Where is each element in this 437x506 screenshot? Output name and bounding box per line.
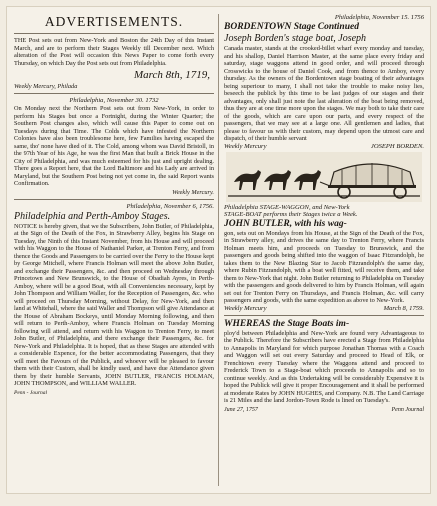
advertisements-heading: ADVERTISEMENTS. [44,14,184,29]
bordentown-subtitle: Joseph Borden's stage boat, Joseph [224,33,367,44]
stage-waggon-title: JOHN BUTLER, with his wag- [224,218,347,229]
left-column [14,12,214,488]
post-notice-text: THE Post sets out from New-York and Boston the 24th Day of this Instant March, and are to perform their Stages Weekly till December next. Which alteration of the Post will occasion this News Paper to come forth every Thursday, on which Day the Post sets out from Philadelphia. [14,37,214,67]
perth-amboy-dateline: Philadelphia, November 6, 1756. [126,202,214,210]
bordentown-signature-row [224,143,424,150]
right-column [224,12,424,488]
post-notice-credit: Weekly Mercury, Philada [14,83,78,90]
divider [14,33,214,34]
annapolis-stage-notice [224,319,424,413]
perth-amboy-text: NOTICE is hereby given, that we the Subscribers, John Butler, of Philadelphia, at the Sign of the Death of the Fox, in Strawberry Alley, begins his Stage on Tuesday, the Ninth of this Instant November, from his House and will proceed with his Waggon to the House of Nathaniel Parker, at Trenton Ferry, and from thence the Goods and Passengers to be carried over the Ferry to the House kept by George Mitchell, where Francis Holman will meet the above John Butler, and exchange their Passengers, &c. and then proceed on Wednesday through Princetown and New Brunswick, to the House of Obadiah Ayres, in Perth-Amboy, where will be a good Boat, with all Conveniencies necessary, kept by John Thompson and William Waller, for the Reception of Passengers, &c. who will proceed on Thursday Morning, without Delay, for New-York, and then land at Whitehall, where the said Waller and Thompson will give Attendance at the House of Abraham Bockeys, until Monday Morning following, and then will return to Perth-Amboy, where Francis Holman on Tuesday Morning following will attend, and return with his Waggon to Trenton Ferry, to meet John Butler, of Philadelphia, and there exchange their Passengers, &c. for New-York and Philadelphia. It is hoped, that as these Stages are attended with a considerable Expence, for the better accommodating Passengers, that they will meet the Favours of the Publick, and whoever will be pleased to favour them with their Custom, shall be kindly used, and have due Attendance given them by their humble Servants, JOHN BUTLER, FRANCIS HOLMAN, JOHN THOMPSON, and WILLIAM WALLER. [14,222,214,387]
stage-waggon-date: March 8, 1759. [383,304,424,312]
bordentown-signature: JOSEPH BORDEN. [370,142,424,150]
divider [14,93,214,94]
annapolis-title: WHEREAS the Stage Boats im- [224,318,350,329]
post-notice-1719 [14,37,214,90]
stage-waggon-head-left: Philadelphia STAGE-WAGGON, and New-York [224,203,350,211]
stage-waggon-notice [224,204,424,312]
bordentown-stage-notice [224,14,424,150]
bordentown-title: BORDENTOWN Stage Continued [224,22,359,32]
annapolis-credit: Penn Journal [391,406,424,413]
post-notice-1732 [14,97,214,196]
column-rule [218,14,219,486]
stage-waggon-text: gon, sets out on Mondays from his House, at the Sign of the Death of the Fox, in Strawberry alley, and drives the same day to Trenton Ferry, where Francis Holman meets him, and proceeds on Tuesday to Brunswick, and the passengers and goods being shifted into the waggon of Isaac Fitzrandolph, he takes them to the New Blazing Star to Jacob Fitzrandolph's the same day, where Rubin Fitzrandolph, with a boat well fitted, will receive them, and take them to New-York that night. John Butler returning to Philadelphia on Tuesday with the passengers and goods delivered to him by Francis Holman, will again set out for Trenton Ferry on Thursdays, and Francis Holman, &c. will carry passengers and goods, with the same expedition as above to New-York. [224,229,424,304]
stage-waggon-footer [224,305,424,312]
annapolis-footer [224,407,424,413]
post-notice-1732-text: On Monday next the Northern Post sets out from New-York, in order to perform his Stages but once a Fortnight, during the Winter Quarter; the Southern Post changes also, which will cause this Paper to come out on Tuesdays during that Time. The Colds which have infested the Northern Colonies have also been troublesome here, few Families having escaped the same, tho' none have died of it. The Cold, among whom was David Bristoll, in the 97th Year of his Age, he was the first Man that built a Brick House in the City of Philadelphia, and was much esteemed for his just and upright dealing. There goes a Report here, that the Lord Baltimore and his Lady are arrived in Maryland, but the Southern Post being not yet come in, the said Report wants Confirmation. [14,105,214,187]
perth-amboy-stages-notice [14,203,214,396]
perth-amboy-title: Philadelphia and Perth-Amboy Stages. [14,210,171,222]
newspaper-sheet [6,6,431,494]
post-notice-1732-credit: Weekly Mercury. [172,188,214,196]
divider [224,315,424,316]
bordentown-text: Canada master, stands at the crooked-billet wharf every monday and tuesday, and his shallop, Daniel Harrison Master, at the same place every friday and saturday, stage waggons attend in good order, and will proceed through Crosswicks to the house of Daniel Cook, and from thence to Amboy, every thursday. As the owners of the Bordentown stage boating of their advantages being superiour to many, I shall not take the trouble to make noisy lies, beseech the publick by this time to be last judges of our stages and their advantages, only shall just note the last alteration of the boat being removed, thus they are at one time more upon the stages. We may both to take their care of the goods, which are care upon our parts, and every respect of the passengers, that we may see at a large one. All gentlemen and ladies, that please to favour us with their custom, may depend upon the utmost care and dispatch, of their humble servant [224,45,424,142]
post-notice-1732-dateline: Philadelphia, November 30. 1732 [69,97,159,104]
stage-waggon-woodcut [226,152,422,202]
perth-amboy-credit: Penn - Journal [14,389,47,396]
annapolis-text: ploy'd between Philadelphia and New-York are found very Advantageous to the Publick. Therefore the Subscribers have erected a Stage from Philadelphia to Annapolis in Maryland for which purpose Jonathan Thomas with a Coach and Waggon will set out every Saturday and proceed to Head of Elk, or Frenchtown every Tuesday where the Waggons attend and proceed to Frederick Town to a Stage-boat which proceeds to Annapolis and so to continue weekly. And as this Undertaking will be considerably Expensive it is hoped the Publick will give it proper Encouragement and it shall be performed at moderate Rates by JOHN HUGHES, and Company. N.B. The Land Carriage is 21 Miles and the land Jordon-Town Rode is lined on Tuesday's. [224,329,424,404]
post-notice-date: March 8th, 1719, [134,69,210,81]
stage-waggon-head-right: STAGE-BOAT performs their Stages twice a Week. [224,210,358,218]
stage-waggon-head-2 [224,211,424,218]
stage-waggon-head [224,204,424,211]
bordentown-credit: Weekly Mercury [224,142,267,150]
divider [14,199,214,200]
stage-waggon-credit: Weekly Mercury [224,304,267,312]
annapolis-date: June 27, 1757 [224,406,258,413]
bordentown-dateline: Philadelphia, November 15. 1756 [334,14,424,21]
